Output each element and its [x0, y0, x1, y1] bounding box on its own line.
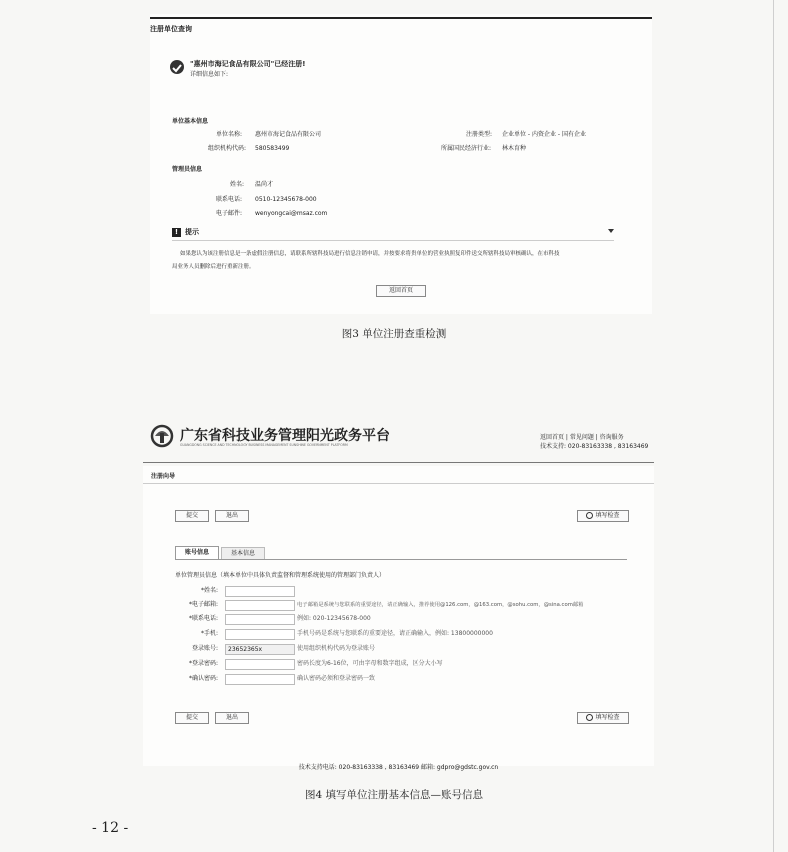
fill-check-button-bottom[interactable]	[577, 712, 629, 724]
basic-info-heading: 单位基本信息	[172, 118, 209, 125]
field-hint: 确认密码必须和登录密码一致	[297, 675, 376, 682]
exit-button-top[interactable]: 退出	[215, 510, 249, 522]
fig3-panel	[150, 14, 652, 314]
collapse-chevron-icon[interactable]	[608, 229, 614, 233]
info-icon: !	[172, 228, 181, 237]
tab-bar-rule	[175, 559, 627, 560]
confirm-password-input[interactable]	[225, 674, 295, 685]
tab-account[interactable]	[175, 546, 219, 559]
wizard-title-rule	[143, 483, 654, 484]
exit-button-bottom[interactable]: 退出	[215, 712, 249, 724]
submit-button-top[interactable]: 提交	[175, 510, 209, 522]
fig3-top-rule	[150, 17, 652, 19]
fill-check-label: 填写检查	[595, 714, 620, 721]
field-label: *登录密码:	[188, 660, 218, 667]
admin-name-label: 姓名:	[230, 181, 245, 188]
tip-title: 提示	[185, 228, 199, 236]
tab-basic-label: 基本信息	[230, 550, 255, 557]
phone-label: 联系电话:	[216, 196, 243, 203]
top-links[interactable]: 返回首页 | 常见问题 | 咨询服务	[540, 434, 624, 441]
industry-value: 林木育种	[502, 145, 527, 152]
tab-basic[interactable]	[221, 547, 265, 559]
tab-account-label: 账号信息	[184, 549, 209, 556]
fill-check-label: 填写检查	[595, 512, 620, 519]
tech-support-top: 技术支持: 020-83163338 , 83163469	[540, 443, 649, 450]
industry-label: 所属国民经济行业:	[441, 145, 492, 152]
mobile-input[interactable]	[225, 629, 295, 640]
tip-text-line-2: 局业务人员删除后进行重新注册。	[172, 264, 255, 270]
phone-value: 0510-12345678-000	[255, 196, 317, 203]
field-label: *联系电话:	[188, 615, 218, 622]
reg-type-value: 企业单位 - 内资企业 - 国有企业	[502, 131, 586, 138]
unit-name-value: 惠州市海记食品有限公司	[255, 131, 322, 138]
magnifier-icon	[586, 512, 593, 519]
name-input[interactable]	[225, 586, 295, 597]
login-account-input[interactable]: 23652365x	[225, 644, 295, 655]
fig4-footer: 技术支持电话: 020-83163338 , 83163469 邮箱: gdpro@gdstc.gov.cn	[298, 764, 499, 771]
phone-input[interactable]	[225, 614, 295, 625]
admin-info-heading: 管理员信息	[172, 166, 203, 173]
field-hint: 使用组织机构代码为登录账号	[297, 645, 376, 652]
unit-name-label: 单位名称:	[216, 131, 243, 138]
fig3-panel-title: 注册单位查询	[150, 25, 192, 33]
fig3-caption: 图3 单位注册查重检测	[341, 328, 447, 340]
field-label: *姓名:	[200, 587, 218, 594]
password-input[interactable]	[225, 659, 295, 670]
field-hint: 电子邮箱是系统与您联系的重要途径，请正确输入，推荐使用@126.com，@163.com，@sohu.com，@sina.com邮箱	[297, 602, 584, 608]
field-label: 登录账号:	[191, 645, 218, 652]
org-code-value: 580583499	[255, 145, 290, 152]
platform-title: 广东省科技业务管理阳光政务平台	[180, 428, 390, 444]
detail-intro: 详细信息如下:	[190, 71, 229, 78]
check-icon	[170, 60, 184, 74]
field-hint: 例如: 020-12345678-000	[297, 615, 371, 622]
field-hint: 手机号码是系统与您联系的重要途径，请正确输入，例如: 13800000000	[297, 630, 493, 637]
reg-type-label: 注册类型:	[466, 131, 493, 138]
email-label: 电子邮件:	[216, 210, 243, 217]
magnifier-icon	[586, 714, 593, 721]
admin-name-value: 温尚才	[255, 181, 274, 188]
fill-check-button-top[interactable]	[577, 510, 629, 522]
success-message: "惠州市海记食品有限公司"已经注册!	[190, 60, 306, 68]
fig4-caption: 图4 填写单位注册基本信息—账号信息	[304, 789, 484, 801]
platform-subtitle: GUANGDONG SCIENCE AND TECHNOLOGY BUSINESS MANAGEMENT SUNSHINE GOVERNMENT PLATFORM	[180, 443, 348, 447]
field-hint: 密码长度为6-16位，可由字母和数字组成，区分大小写	[297, 660, 443, 667]
admin-section-label: 单位管理员信息（填本单位中具体负责监督和管理系统使用的管理部门负责人）	[175, 572, 386, 579]
fig4-panel	[143, 466, 654, 771]
field-label: *确认密码:	[188, 675, 218, 682]
tip-text-line-1: 如果您认为该注册信息是一条虚假注册信息，请联系所辖科技局进行信息注销申请，并按要求将贵单位的营业执照复印件送交所辖科技局审核确认，在市科技	[180, 251, 560, 257]
wizard-title: 注册向导	[151, 473, 176, 480]
back-home-button[interactable]: 返回首页	[376, 285, 426, 297]
fig4-header-rule	[143, 462, 654, 463]
submit-button-bottom[interactable]: 提交	[175, 712, 209, 724]
tip-divider	[172, 240, 614, 241]
page-number: - 12 -	[92, 820, 129, 836]
field-label: *手机:	[200, 630, 218, 637]
email-input[interactable]	[225, 600, 295, 611]
field-label: *电子邮箱:	[188, 601, 218, 608]
binding-edge	[773, 0, 774, 852]
email-value: wenyongcai@msaz.com	[255, 210, 328, 217]
org-code-label: 组织机构代码:	[208, 145, 247, 152]
platform-logo-icon	[150, 424, 174, 448]
